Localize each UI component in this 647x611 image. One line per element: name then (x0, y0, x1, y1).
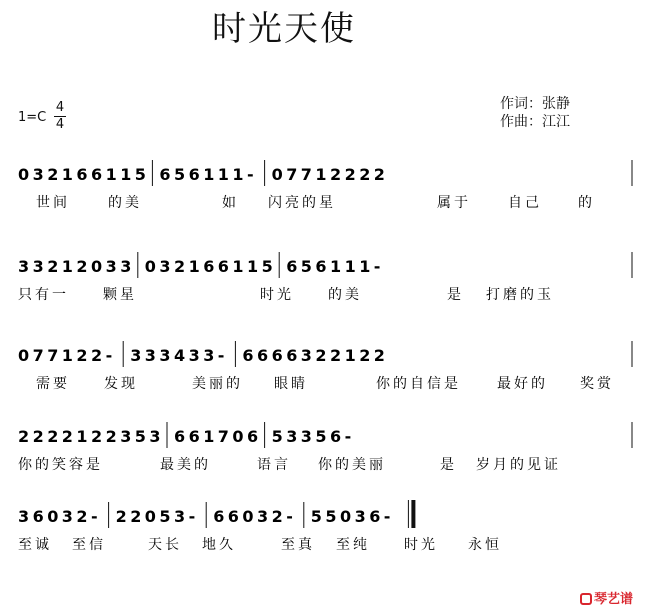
note: 6 (213, 507, 225, 526)
note: 6 (286, 346, 298, 365)
note: 0 (242, 507, 254, 526)
note: 2 (105, 427, 117, 446)
note: 3 (105, 257, 117, 276)
note: 5 (174, 165, 186, 184)
note: 6 (159, 165, 171, 184)
note: 6 (91, 165, 103, 184)
lyric-segment: 只有一 (18, 287, 69, 303)
note: 5 (159, 507, 171, 526)
lyric-segment: 需要 (36, 376, 70, 392)
lyric-segment: 的美 (108, 195, 142, 211)
note: 3 (120, 427, 132, 446)
note: 1 (232, 257, 244, 276)
dash: - (188, 507, 196, 526)
note: 6 (271, 346, 283, 365)
lyric-segment: 天长 (148, 537, 182, 553)
note: 2 (130, 507, 142, 526)
note: 1 (344, 346, 356, 365)
note: 7 (217, 427, 229, 446)
note: 2 (76, 507, 88, 526)
note: 3 (149, 427, 161, 446)
lyric-segment: 永恒 (468, 537, 502, 553)
note: 2 (330, 346, 342, 365)
note: 1 (188, 257, 200, 276)
note: 3 (300, 346, 312, 365)
lyric-segment: 奖赏 (580, 376, 614, 392)
note: 0 (144, 507, 156, 526)
note: 3 (32, 257, 44, 276)
note: 2 (373, 165, 385, 184)
lyric-segment: 自己 (508, 195, 542, 211)
note: 1 (61, 165, 73, 184)
note: 7 (300, 165, 312, 184)
note: 2 (91, 427, 103, 446)
note: 7 (32, 346, 44, 365)
dash: - (247, 165, 254, 184)
note: 3 (286, 427, 298, 446)
note: 1 (247, 257, 259, 276)
dash: - (217, 346, 225, 365)
note: 3 (203, 346, 215, 365)
note: 2 (271, 507, 283, 526)
note: 2 (359, 346, 371, 365)
note: 1 (203, 427, 215, 446)
note: 5 (300, 257, 312, 276)
note: 5 (271, 427, 283, 446)
note: 2 (47, 427, 59, 446)
note: 6 (315, 257, 327, 276)
dash: - (91, 507, 98, 526)
note: 2 (32, 427, 44, 446)
note: 6 (188, 427, 200, 446)
note: 2 (76, 346, 88, 365)
note: 3 (354, 507, 366, 526)
note: 3 (32, 165, 44, 184)
note: 1 (359, 257, 371, 276)
note: 5 (325, 507, 337, 526)
note: 0 (271, 165, 283, 184)
note: 1 (330, 257, 342, 276)
note: 2 (174, 257, 186, 276)
note: 2 (373, 346, 385, 365)
note: 1 (76, 427, 88, 446)
note: 2 (115, 507, 127, 526)
note: 6 (330, 427, 342, 446)
note: 3 (188, 346, 200, 365)
watermark-logo (580, 588, 633, 607)
meter-top: 4 (55, 100, 65, 115)
note: 6 (242, 346, 254, 365)
dash: - (383, 507, 391, 526)
note: 2 (18, 427, 30, 446)
note: 1 (315, 165, 327, 184)
note: 1 (61, 346, 73, 365)
note: 5 (134, 427, 146, 446)
lyric-segment: 语言 (257, 457, 291, 473)
note: 1 (120, 165, 132, 184)
note: 2 (344, 165, 356, 184)
note: 3 (174, 507, 186, 526)
lyric-segment: 是 (447, 287, 464, 303)
note: 3 (130, 346, 142, 365)
lyric-segment: 时光 (260, 287, 294, 303)
note: 3 (159, 257, 171, 276)
lyric-segment: 至信 (72, 537, 106, 553)
score-line (18, 252, 632, 303)
lyric-segment: 至诚 (18, 537, 52, 553)
score-line (18, 500, 502, 553)
note: 6 (217, 257, 229, 276)
note: 1 (232, 165, 244, 184)
note: 1 (61, 257, 73, 276)
lyric-segment: 发现 (104, 376, 138, 392)
lyric-segment: 最美的 (160, 457, 211, 473)
note: 7 (47, 346, 59, 365)
note: 3 (300, 427, 312, 446)
lyric-segment: 你的自信是 (376, 376, 461, 392)
note: 3 (144, 346, 156, 365)
note: 6 (174, 427, 186, 446)
note: 6 (247, 427, 259, 446)
note: 7 (286, 165, 298, 184)
score-line (18, 422, 632, 473)
lyric-segment: 的 (578, 195, 595, 211)
lyric-segment: 闪亮的星 (268, 195, 336, 211)
note: 0 (232, 427, 244, 446)
lyric-segment: 地久 (202, 537, 236, 553)
note: 5 (315, 427, 327, 446)
dash: - (105, 346, 113, 365)
note: 3 (120, 257, 132, 276)
score-line (18, 341, 632, 392)
lyric-segment: 你的笑容是 (18, 457, 103, 473)
lyric-segment: 美丽的 (192, 376, 243, 392)
note: 6 (76, 165, 88, 184)
note: 1 (203, 165, 215, 184)
note: 5 (310, 507, 322, 526)
dash: - (373, 257, 381, 276)
note: 2 (47, 257, 59, 276)
lyric-segment: 你的美丽 (318, 457, 386, 473)
note: 5 (261, 257, 273, 276)
meter-bottom: 4 (55, 117, 65, 132)
note: 6 (257, 346, 269, 365)
logo-text: 琴艺谱 (594, 592, 634, 607)
note: 6 (227, 507, 239, 526)
note: 3 (18, 257, 30, 276)
note: 2 (61, 427, 73, 446)
lyric-segment: 至真 (281, 537, 315, 553)
note: 5 (134, 165, 146, 184)
lyric-segment: 颗星 (103, 287, 137, 303)
lyric-segment: 眼睛 (274, 376, 308, 392)
note: 2 (315, 346, 327, 365)
lyric-segment: 岁月的见证 (476, 457, 561, 473)
lyric-segment: 世间 (36, 195, 70, 211)
note: 3 (18, 507, 30, 526)
lyric-segment: 如 (222, 195, 239, 211)
note: 1 (217, 165, 229, 184)
note: 2 (330, 165, 342, 184)
note: 1 (105, 165, 117, 184)
note: 2 (76, 257, 88, 276)
note: 6 (32, 507, 44, 526)
note: 6 (369, 507, 381, 526)
note: 3 (257, 507, 269, 526)
note: 0 (91, 257, 103, 276)
note: 0 (47, 507, 59, 526)
note: 2 (359, 165, 371, 184)
note: 6 (203, 257, 215, 276)
note: 3 (159, 346, 171, 365)
note: 0 (144, 257, 156, 276)
lyric-segment: 的美 (328, 287, 362, 303)
song-title: 时光天使 (212, 9, 356, 49)
key-signature: 1=C (18, 110, 47, 125)
dash: - (286, 507, 293, 526)
note: 6 (286, 257, 298, 276)
note: 0 (340, 507, 352, 526)
note: 0 (18, 165, 30, 184)
note: 3 (61, 507, 73, 526)
lyric-segment: 最好的 (497, 376, 548, 392)
lyricist-credit: 作词：张静 (500, 96, 570, 112)
note: 1 (344, 257, 356, 276)
lyric-segment: 是 (440, 457, 457, 473)
logo-icon (580, 593, 592, 605)
lyric-segment: 属于 (437, 195, 471, 211)
dash: - (344, 427, 352, 446)
note: 2 (47, 165, 59, 184)
lyric-segment: 时光 (404, 537, 438, 553)
lyric-segment: 打磨的玉 (486, 287, 554, 303)
note: 2 (91, 346, 103, 365)
composer-credit: 作曲：江江 (500, 114, 570, 130)
note: 4 (174, 346, 186, 365)
note: 6 (188, 165, 200, 184)
score-line (18, 160, 632, 211)
note: 0 (18, 346, 30, 365)
lyric-segment: 至纯 (336, 537, 370, 553)
